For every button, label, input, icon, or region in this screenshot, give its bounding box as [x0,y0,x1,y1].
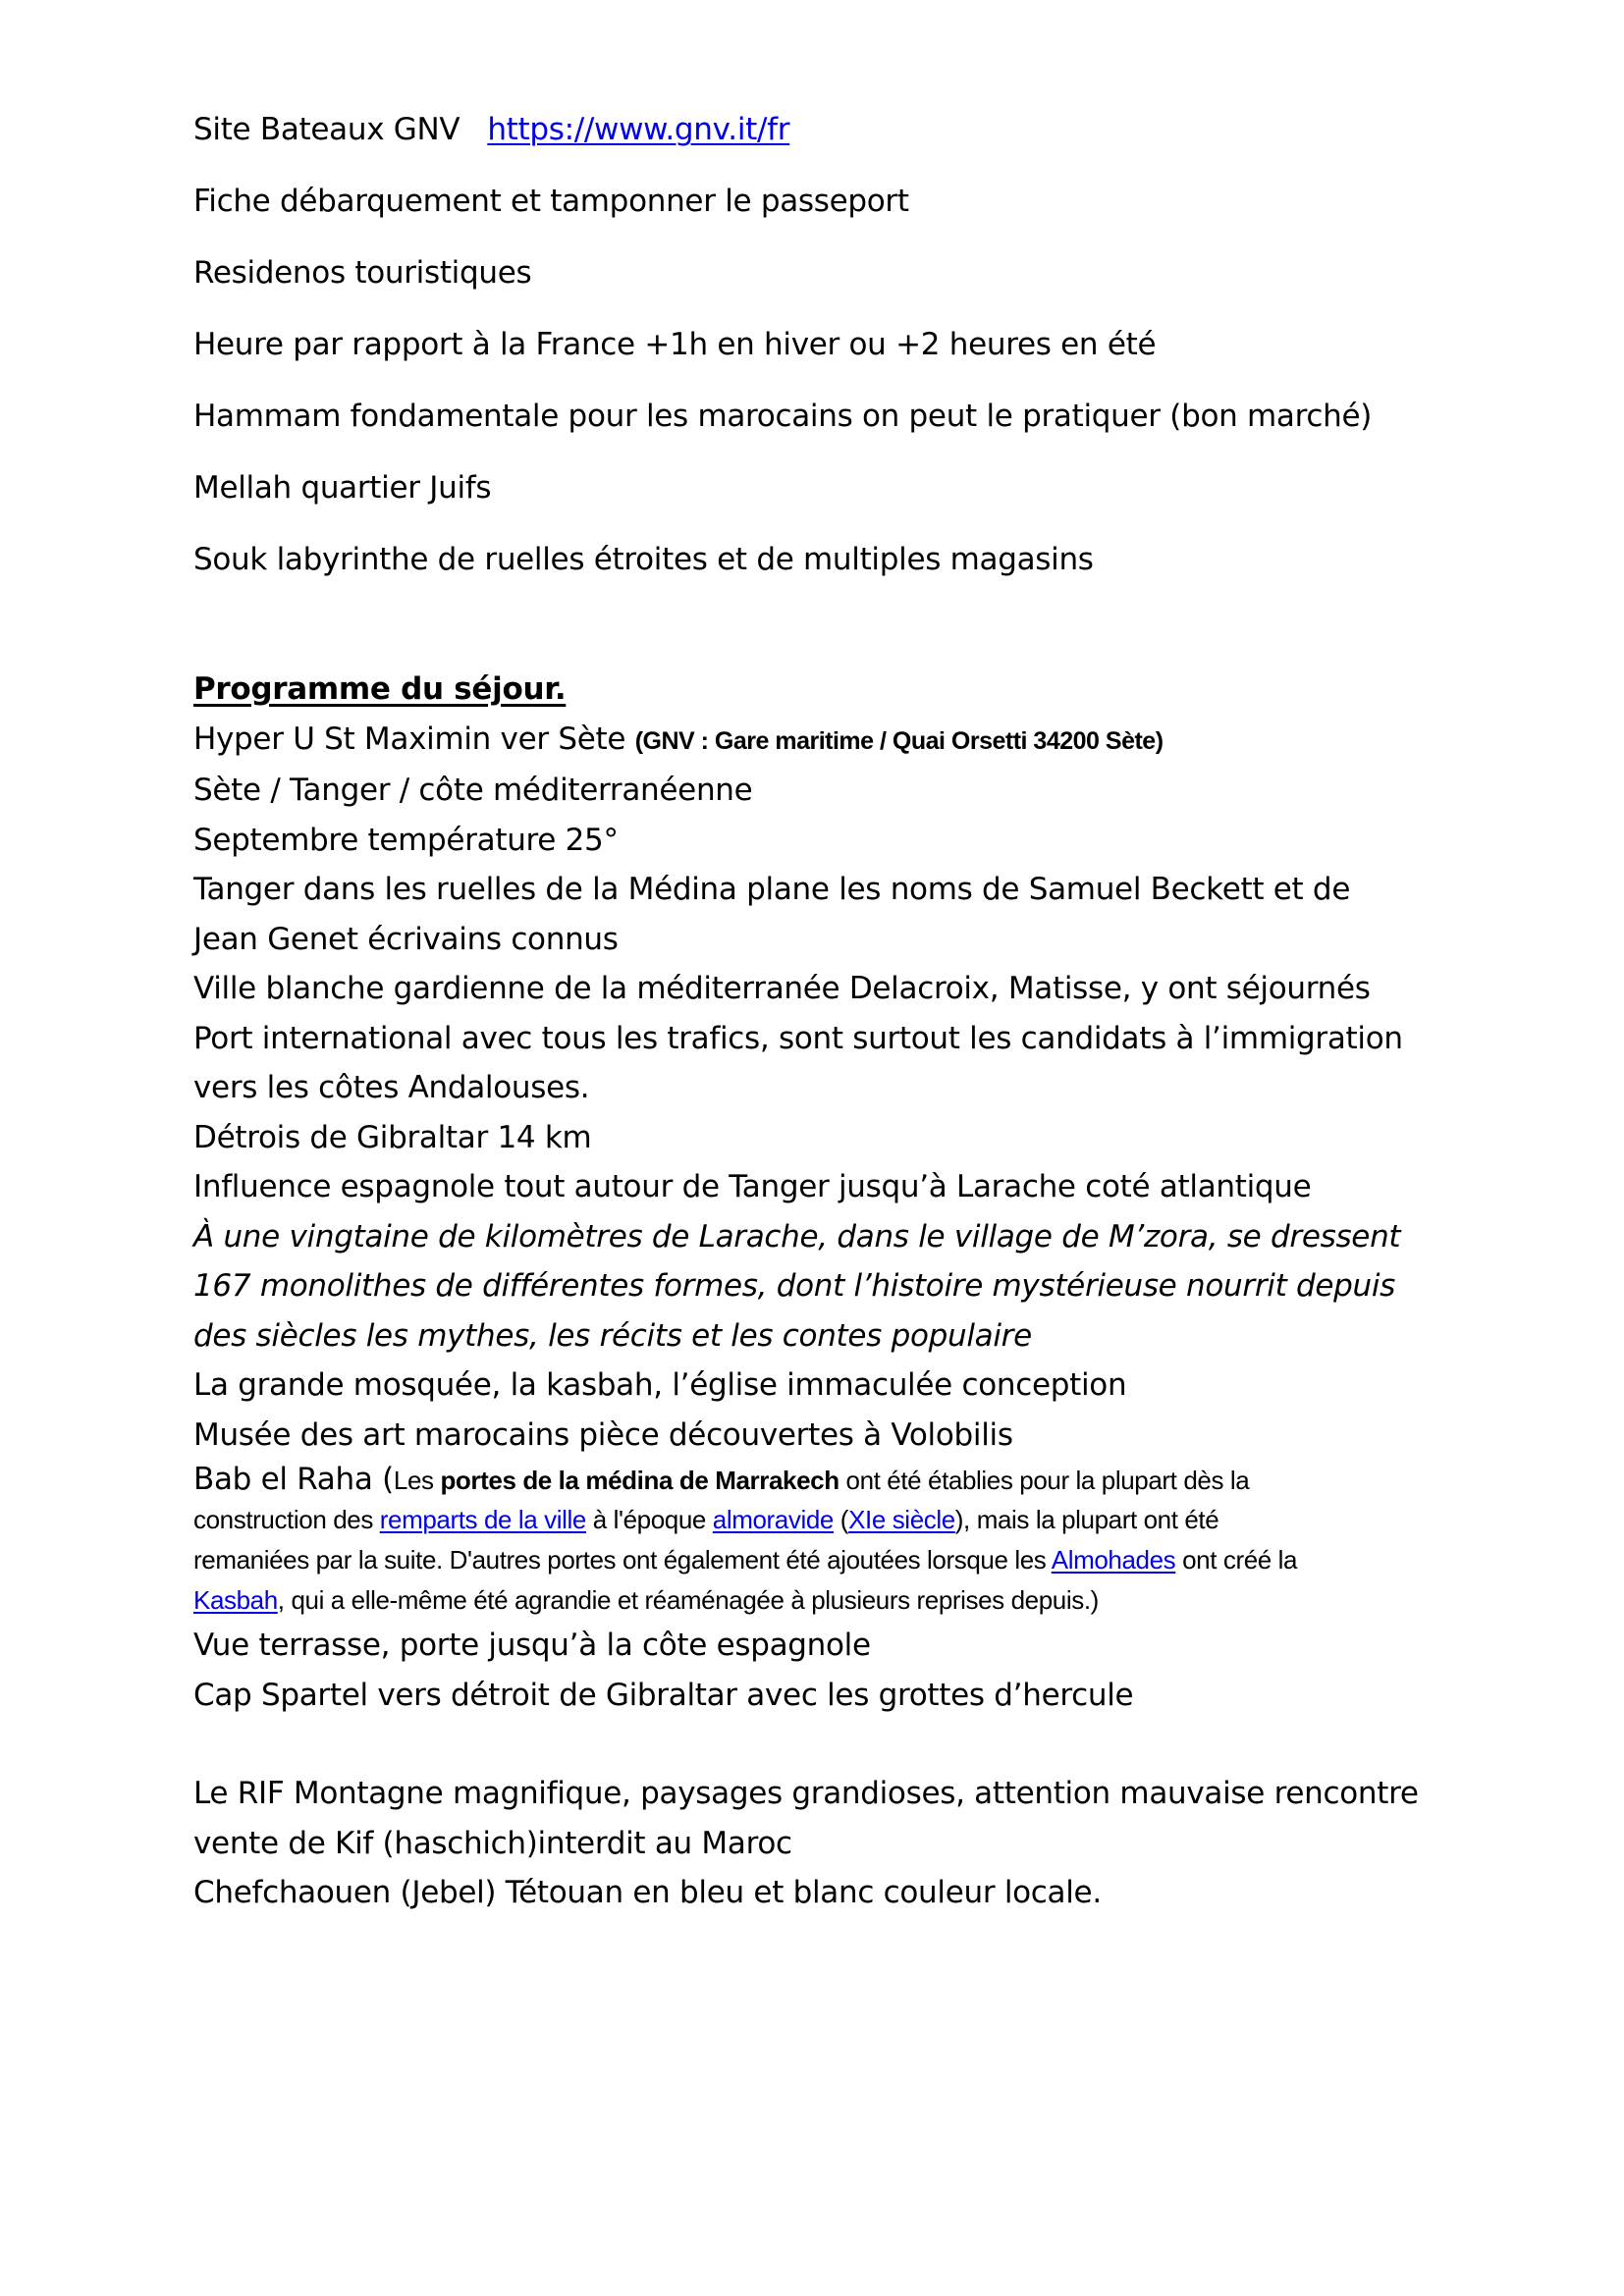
programme-section [193,665,1460,1918]
link-almoravide[interactable]: almoravide [712,1505,834,1534]
programme-line: Port international avec tous les trafics, sont surtout les candidats à l’immigration [193,1020,1403,1056]
wiki-text: ont créé la [1175,1545,1298,1575]
document-page [193,94,1460,1918]
travel-notes [193,94,1460,596]
bab-el-raha-paragraph [193,1460,1460,1621]
rif-line: vente de Kif (haschich)interdit au Maroc [193,1825,792,1861]
note-line: Hammam fondamentale pour les marocains on peut le pratiquer (bon marché) [193,399,1373,434]
bab-el-raha-line-2 [193,1500,1460,1540]
programme-line: Cap Spartel vers détroit de Gibraltar avec les grottes d’hercule [193,1677,1134,1713]
bab-el-raha-line-4 [193,1580,1460,1621]
bab-el-raha-line-3 [193,1540,1460,1580]
programme-line: Sète / Tanger / côte méditerranéenne [193,773,753,808]
wiki-text: ( [833,1505,849,1534]
wiki-text: ), mais la plupart ont été [954,1505,1219,1534]
programme-line: Vue terrasse, porte jusqu’à la côte espagnole [193,1628,871,1663]
link-xie-siecle[interactable]: XIe siècle [848,1505,955,1534]
wiki-text: construction des [193,1505,380,1534]
note-line: Souk labyrinthe de ruelles étroites et de multiples magasins [193,542,1094,577]
link-almohades[interactable]: Almohades [1051,1545,1176,1575]
bab-el-raha-lead: Bab el Raha ( [193,1462,394,1497]
blank-line [193,1720,1460,1769]
wiki-text: , qui a elle-même été agrandie et réaménagée à plusieurs reprises depuis.) [277,1585,1099,1615]
note-line: Fiche débarquement et tamponner le passeport [193,184,909,219]
mzora-line: 167 monolithes de différentes formes, dont l’histoire mystérieuse nourrit depuis [193,1268,1396,1304]
programme-line: Jean Genet écrivains connus [193,921,619,957]
gnv-site-label: Site Bateaux GNV [193,112,460,147]
programme-line: Influence espagnole tout autour de Tanger jusqu’à Larache coté atlantique [193,1169,1312,1204]
programme-line: Septembre température 25° [193,822,619,858]
programme-title-line [193,665,1460,715]
hyper-u-text: Hyper U St Maximin ver Sète [193,721,635,757]
bab-el-raha-line-1 [193,1460,1460,1500]
gnv-site-line [193,94,1460,166]
programme-line-hyper-u [193,715,1460,767]
note-line: Heure par rapport à la France +1h en hiver ou +2 heures en été [193,327,1157,362]
programme-title: Programme du séjour. [193,671,567,707]
programme-line: La grande mosquée, la kasbah, l’église immaculée conception [193,1367,1127,1403]
gnv-site-link[interactable]: https://www.gnv.it/fr [487,112,790,147]
programme-line: Détrois de Gibraltar 14 km [193,1119,592,1155]
wiki-text: ont été établies pour la plupart dès la [839,1466,1250,1495]
wiki-text: Les [393,1466,441,1495]
wiki-bold-text: portes de la médina de Marrakech [440,1466,839,1495]
mzora-line: des siècles les mythes, les récits et les contes populaire [193,1317,1032,1354]
programme-line: Tanger dans les ruelles de la Médina plane les noms de Samuel Beckett et de [193,872,1351,907]
programme-line: Ville blanche gardienne de la méditerranée Delacroix, Matisse, y ont séjournés [193,971,1371,1006]
wiki-text: à l'époque [585,1505,713,1534]
wiki-text: remaniées par la suite. D'autres portes ont également été ajoutées lorsque les [193,1545,1052,1575]
note-line: Mellah quartier Juifs [193,470,492,506]
rif-line: Le RIF Montagne magnifique, paysages grandioses, attention mauvaise rencontre [193,1776,1419,1811]
mzora-line: À une vingtaine de kilomètres de Larache, dans le village de M’zora, se dressent [193,1218,1401,1255]
link-kasbah[interactable]: Kasbah [193,1585,278,1615]
rif-line: Chefchaouen (Jebel) Tétouan en bleu et blanc couleur locale. [193,1875,1102,1910]
gnv-address: (GNV : Gare maritime / Quai Orsetti 34200 Sète) [634,726,1164,755]
link-remparts[interactable]: remparts de la ville [379,1505,586,1534]
note-line: Residenos touristiques [193,255,532,291]
programme-line: vers les côtes Andalouses. [193,1070,590,1105]
programme-line: Musée des art marocains pièce découvertes à Volobilis [193,1416,1013,1453]
